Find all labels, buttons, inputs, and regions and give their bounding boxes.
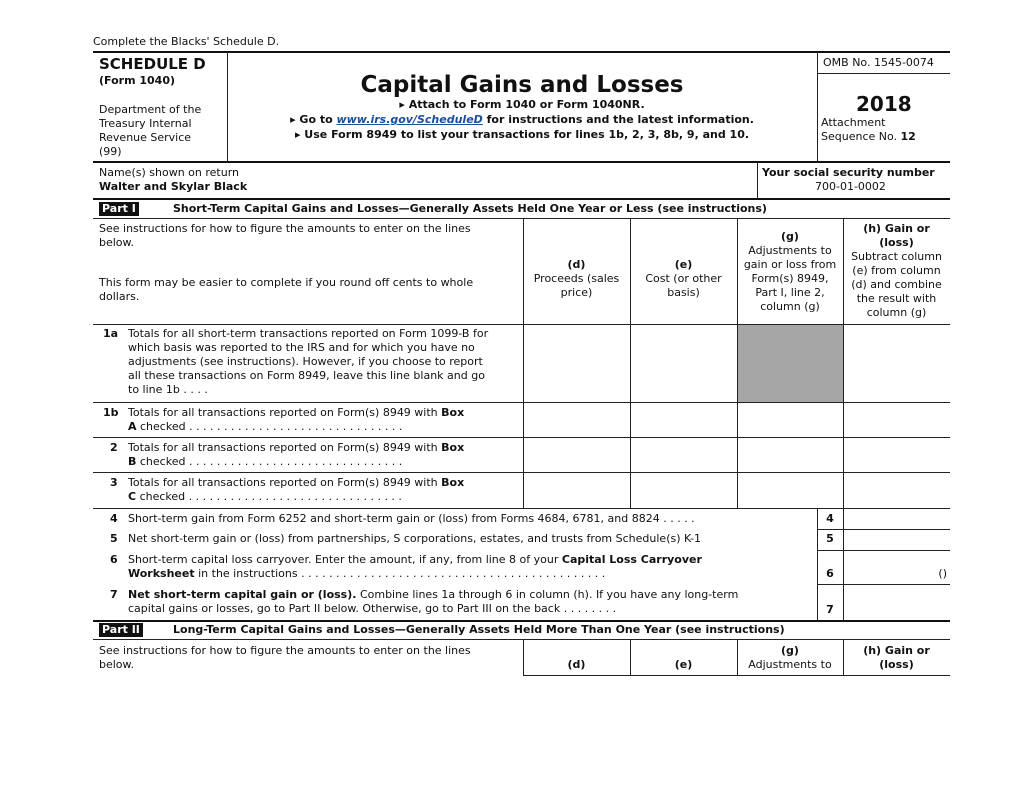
line-1a-text: Totals for all short-term transactions reported on Form 1099-B for which basis was reported to the IRS and for which you have no adjustments (see instructions). However, if you choose to report all these transactions on Form 8949, leave this line blank and go to line 1b . . . . (128, 327, 489, 396)
ssn-label: Your social security number (762, 166, 935, 179)
part1-badge: Part I (99, 202, 139, 216)
line-6-text: Short-term capital loss carryover. Enter the amount, if any, from line 8 of your Capital Loss Carryover Worksheet in the instructions . . . . . . . . . . . . . . . . . . . . . . . . . . . . . . . . . . . . . . . . . . . . (128, 553, 702, 580)
schedule-label: SCHEDULE D (99, 55, 206, 73)
part1-instructions: See instructions for how to figure the amounts to enter on the lines below. (99, 222, 471, 249)
line-1a-col-g-shaded (738, 325, 843, 402)
irs-link-line: ▸ Go to www.irs.gov/ScheduleD for instructions and the latest information. (290, 113, 754, 126)
line-2-col-h-input[interactable] (844, 438, 950, 471)
line-4-text: Short-term gain from Form 6252 and short-term gain or (loss) from Forms 4684, 6781, and 8824 . . . . . (128, 512, 695, 525)
line-2-text: Totals for all transactions reported on Form(s) 8949 with Box B checked . . . . . . . . . . . . . . . . . . . . . . . . . . . . . . . (128, 441, 465, 468)
line-1b-col-g-input[interactable] (738, 403, 843, 436)
line-4-number: 4 (110, 512, 118, 525)
instruction-text: Complete the Blacks' Schedule D. (93, 35, 280, 48)
part2-badge: Part II (99, 623, 143, 637)
col-h-header: (h) Gain or (loss) Subtract column (e) from column (d) and combine the result with column (g) (851, 222, 942, 319)
line-1b-col-e-input[interactable] (631, 403, 736, 436)
part2-col-g-header: (g) Adjustments to (748, 644, 832, 671)
part2-col-d-header: (d) (567, 658, 586, 671)
line-1b-text: Totals for all transactions reported on Form(s) 8949 with Box A checked . . . . . . . . . . . . . . . . . . . . . . . . . . . . . . . (128, 406, 465, 433)
taxpayer-name: Walter and Skylar Black (99, 180, 248, 193)
line-2-col-e-input[interactable] (631, 438, 736, 471)
form-label: (Form 1040) (99, 74, 176, 87)
line-5-col-h-input[interactable] (844, 530, 950, 550)
line-1a-number: 1a (103, 327, 119, 340)
line-5-box-label: 5 (826, 532, 834, 545)
line-1a-col-d-input[interactable] (524, 325, 629, 402)
form-title: Capital Gains and Losses (360, 72, 684, 98)
name-label: Name(s) shown on return (99, 166, 239, 179)
line-1b-col-h-input[interactable] (844, 403, 950, 436)
line-7-number: 7 (110, 588, 118, 601)
part2-col-e-header: (e) (674, 658, 693, 671)
line-4-box-label: 4 (826, 512, 834, 525)
line-1b-number: 1b (103, 406, 119, 419)
sequence-label: Sequence No. 12 (821, 130, 916, 143)
line-3-col-h-input[interactable] (844, 473, 950, 507)
part1-rounding-note: This form may be easier to complete if you round off cents to whole dollars. (99, 276, 474, 303)
irs-schedule-d-link[interactable]: www.irs.gov/ScheduleD (336, 113, 483, 126)
department-label: Department of the Treasury Internal Revenue Service (99) (99, 103, 202, 158)
line-1b-col-d-input[interactable] (524, 403, 629, 436)
attachment-label: Attachment (821, 116, 886, 129)
attach-line: ▸ Attach to Form 1040 or Form 1040NR. (399, 98, 645, 111)
part2-col-h-header: (h) Gain or (loss) (863, 644, 930, 671)
line-5-number: 5 (110, 532, 118, 545)
line-7-text: Net short-term capital gain or (loss). Combine lines 1a through 6 in column (h). If you have any long-term capital gains or losses, go to Part II below. Otherwise, go to Part III on the back . . . . . . . . (128, 588, 739, 615)
line-3-number: 3 (110, 476, 118, 489)
part2-instructions: See instructions for how to figure the amounts to enter on the lines below. (99, 644, 471, 671)
line-7-box-label: 7 (826, 603, 834, 616)
line-3-col-g-input[interactable] (738, 473, 843, 507)
line-1a-col-h-input[interactable] (844, 325, 950, 402)
line-6-number: 6 (110, 553, 118, 566)
col-g-header: (g) Adjustments to gain or loss from Form(s) 8949, Part I, line 2, column (g) (743, 230, 837, 313)
form-8949-line: ▸ Use Form 8949 to list your transactions for lines 1b, 2, 3, 8b, 9, and 10. (294, 128, 750, 141)
line-3-col-d-input[interactable] (524, 473, 629, 507)
line-4-col-h-input[interactable] (844, 509, 950, 529)
line-2-col-d-input[interactable] (524, 438, 629, 471)
part1-title: Short-Term Capital Gains and Losses—Generally Assets Held One Year or Less (see instructions) (173, 202, 767, 215)
line-3-text: Totals for all transactions reported on Form(s) 8949 with Box C checked . . . . . . . . . . . . . . . . . . . . . . . . . . . . . . . (128, 476, 465, 503)
col-e-header: (e) Cost (or other basis) (645, 258, 722, 299)
ssn-value: 700-01-0002 (815, 180, 886, 193)
line-2-number: 2 (110, 441, 118, 454)
line-5-text: Net short-term gain or (loss) from partnerships, S corporations, estates, and trusts from Schedule(s) K-1 (128, 532, 702, 545)
omb-number: OMB No. 1545-0074 (823, 56, 934, 69)
line-3-col-e-input[interactable] (631, 473, 736, 507)
line-1a-col-e-input[interactable] (631, 325, 736, 402)
line-7-col-h-input[interactable] (844, 585, 950, 619)
line-6-box-label: 6 (826, 567, 834, 580)
col-d-header: (d) Proceeds (sales price) (533, 258, 620, 299)
line-2-col-g-input[interactable] (738, 438, 843, 471)
tax-year: 2018 (856, 92, 912, 116)
part2-title: Long-Term Capital Gains and Losses—Generally Assets Held More Than One Year (see instructions) (173, 623, 785, 636)
line-6-col-h-input[interactable]: () (938, 567, 947, 580)
